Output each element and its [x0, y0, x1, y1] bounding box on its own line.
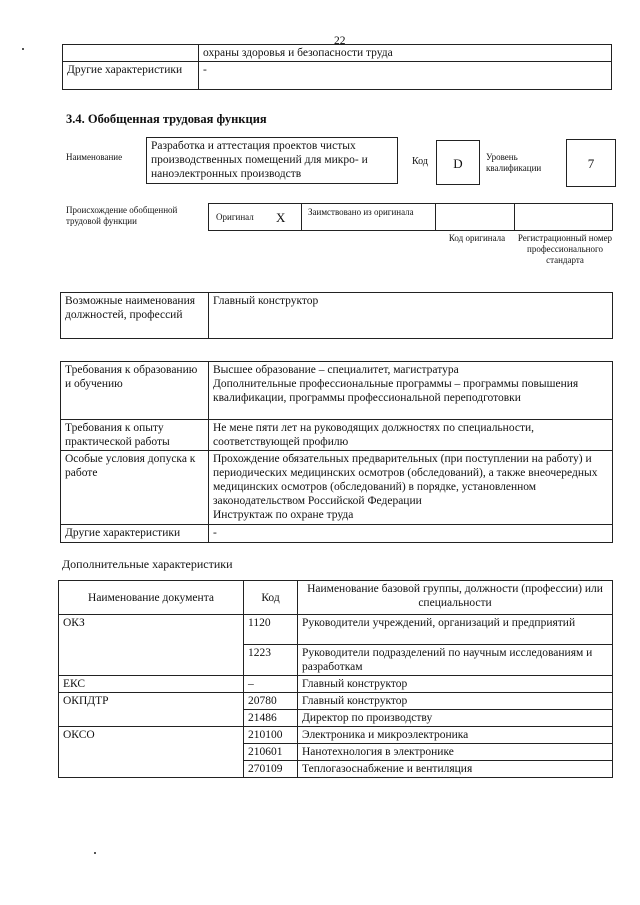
additional-title: Дополнительные характеристики	[62, 557, 233, 571]
row-name: Электроника и микроэлектроника	[298, 727, 613, 744]
row-name: Директор по производству	[298, 710, 613, 727]
row-doc: ЕКС	[59, 676, 244, 693]
req-experience-value: Не мене пяти лет на руководящих должностях по специальности, соответствующей профилю	[209, 420, 613, 451]
req-education-label: Требования к образованию и обучению	[61, 362, 209, 420]
section-title: 3.4. Обобщенная трудовая функция	[66, 112, 267, 126]
top-row2-value: -	[199, 62, 612, 90]
top-table	[62, 44, 612, 90]
positions-table	[60, 292, 613, 339]
header-document: Наименование документа	[59, 581, 244, 615]
additional-table	[58, 580, 613, 778]
top-row1-label	[63, 45, 199, 62]
row-code: 1223	[244, 645, 298, 676]
positions-label: Возможные наименования должностей, профессий	[61, 293, 209, 339]
scan-speck	[94, 852, 96, 854]
level-value: 7	[566, 139, 616, 187]
req-education-value: Высшее образование – специалитет, магистратура Дополнительные профессиональные программы – программы повышения квалификации, программы профессиональной переподготовки	[209, 362, 613, 420]
row-code: 210601	[244, 744, 298, 761]
req-experience-label: Требования к опыту практической работы	[61, 420, 209, 451]
page-number: 22	[334, 35, 346, 47]
row-code: 1120	[244, 615, 298, 645]
header-code: Код	[244, 581, 298, 615]
row-name: Главный конструктор	[298, 693, 613, 710]
req-other-value: -	[209, 525, 613, 543]
row-name: Главный конструктор	[298, 676, 613, 693]
row-code: 270109	[244, 761, 298, 778]
positions-value: Главный конструктор	[209, 293, 613, 339]
top-row2-label: Другие характеристики	[63, 62, 199, 90]
original-mark: X	[276, 210, 286, 225]
code-label: Код	[412, 156, 428, 167]
origin-grid	[208, 203, 613, 231]
name-label: Наименование	[66, 152, 123, 162]
req-special-label: Особые условия допуска к работе	[61, 451, 209, 525]
origin-divider-3	[514, 204, 515, 230]
code-original-caption: Код оригинала	[448, 233, 506, 243]
top-row1-value: охраны здоровья и безопасности труда	[199, 45, 612, 62]
function-name-box: Разработка и аттестация проектов чистых производственных помещений для микро- и наноэлектронных производств	[146, 137, 398, 184]
row-name: Руководители подразделений по научным исследованиям и разработкам	[298, 645, 613, 676]
origin-divider-2	[435, 204, 436, 230]
row-code: 21486	[244, 710, 298, 727]
row-code: –	[244, 676, 298, 693]
borrowed-label: Заимствовано из оригинала	[308, 207, 414, 217]
requirements-table	[60, 361, 613, 543]
row-doc: ОКЗ	[59, 615, 244, 676]
reg-number-caption: Регистрационный номер профессионального стандарта	[517, 233, 613, 265]
row-name: Теплогазоснабжение и вентиляция	[298, 761, 613, 778]
scan-speck	[22, 48, 24, 50]
origin-label: Происхождение обобщенной трудовой функции	[66, 205, 178, 226]
level-label: Уровень квалификации	[486, 152, 542, 173]
header-name: Наименование базовой группы, должности (профессии) или специальности	[298, 581, 613, 615]
row-name: Руководители учреждений, организаций и предприятий	[298, 615, 613, 645]
code-value: D	[436, 140, 480, 185]
row-doc: ОКПДТР	[59, 693, 244, 727]
row-code: 210100	[244, 727, 298, 744]
original-label: Оригинал	[216, 212, 254, 222]
req-special-value: Прохождение обязательных предварительных (при поступлении на работу) и периодических медицинских осмотров (обследований), а также внеочередных медицинских осмотров (обследований) в порядке, установленном законодательством Российской Федерации Инструктаж по охране труда	[209, 451, 613, 525]
origin-divider-1	[301, 204, 302, 230]
row-name: Нанотехнология в электронике	[298, 744, 613, 761]
req-other-label: Другие характеристики	[61, 525, 209, 543]
row-doc: ОКСО	[59, 727, 244, 778]
row-code: 20780	[244, 693, 298, 710]
